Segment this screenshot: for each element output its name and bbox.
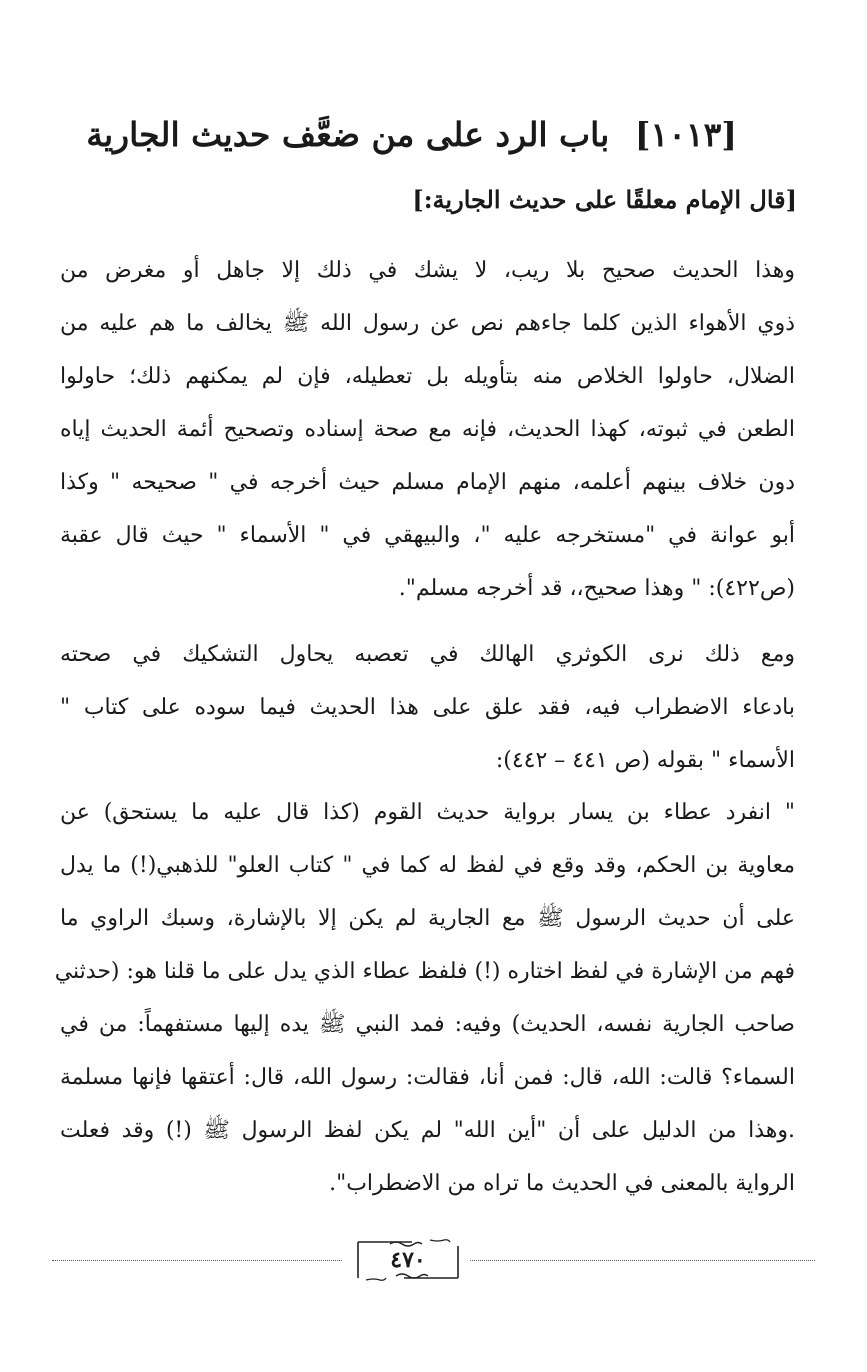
paragraph-line: وهذا الحديث صحيح بلا ريب، لا يشك في ذلك إلا جاهل أو مغرض من — [60, 258, 795, 283]
paragraph-line: فهم من الإشارة في لفظ اختاره (!) فلفظ عطاء الذي يدل على ما قلنا هو: (حدثني — [54, 959, 795, 984]
chapter-title: باب الرد على من ضعَّف حديث الجارية — [86, 115, 610, 154]
paragraph-line: ومع ذلك نرى الكوثري الهالك في تعصبه يحاول التشكيك في صحته — [60, 642, 795, 667]
paragraph-3 — [54, 786, 795, 1210]
page-number: ٤٧٠ — [390, 1247, 426, 1273]
section-subheading: [قال الإمام معلقًا على حديث الجارية:] — [412, 185, 797, 214]
paragraph-line: الضلال، حاولوا الخلاص منه بتأويله بل تعطيله، فإن لم يمكنهم ذلك؛ حاولوا — [60, 364, 795, 389]
paragraph-line: معاوية بن الحكم، وقد وقع في لفظ له كما في " كتاب العلو" للذهبي(!) ما يدل — [60, 853, 795, 878]
paragraph-line: أبو عوانة في "مستخرجه عليه "، والبيهقي في " الأسماء " حيث قال عقبة — [60, 523, 795, 548]
chapter-number: [١٠١٣] — [634, 115, 737, 154]
paragraph-line: ذوي الأهواء الذين كلما جاءهم نص عن رسول الله ﷺ يخالف ما هم عليه من — [60, 311, 795, 336]
page-footer — [52, 1238, 815, 1288]
paragraph-line: الأسماء " بقوله (ص ٤٤١ – ٤٤٢): — [495, 748, 795, 773]
paragraph-line: بادعاء الاضطراب فيه، فقد علق على هذا الحديث فيما سوده على كتاب " — [60, 695, 795, 720]
paragraph-line: على أن حديث الرسول ﷺ مع الجارية لم يكن إلا بالإشارة، وسبك الراوي ما — [60, 906, 795, 931]
paragraph-line: صاحب الجارية نفسه، الحديث) وفيه: فمد النبي ﷺ يده إليها مستفهماً: من في — [60, 1012, 795, 1037]
paragraph-line: الطعن في ثبوته، كهذا الحديث، فإنه مع صحة إسناده وتصحيح أئمة الحديث إياه — [60, 417, 795, 442]
paragraph-1 — [60, 244, 795, 615]
paragraph-line: دون خلاف بينهم أعلمه، منهم الإمام مسلم حيث أخرجه في " صحيحه " وكذا — [60, 470, 795, 495]
footer-rule-right — [470, 1260, 815, 1261]
paragraph-2 — [60, 628, 795, 787]
paragraph-line: الرواية بالمعنى في الحديث ما تراه من الاضطراب". — [329, 1171, 795, 1196]
footer-rule-left — [52, 1260, 342, 1261]
paragraph-line: السماء؟ قالت: الله، قال: فمن أنا، فقالت: رسول الله، قال: أعتقها فإنها مسلمة — [60, 1065, 795, 1090]
paragraph-line: (ص٤٢٢): " وهذا صحيح،، قد أخرجه مسلم". — [398, 576, 795, 601]
chapter-heading — [86, 112, 737, 158]
paragraph-line: " انفرد عطاء بن يسار برواية حديث القوم (كذا قال عليه ما يستحق) عن — [60, 800, 795, 825]
paragraph-line: .وهذا من الدليل على أن "أين الله" لم يكن لفظ الرسول ﷺ (!) وقد فعلت — [60, 1118, 795, 1143]
